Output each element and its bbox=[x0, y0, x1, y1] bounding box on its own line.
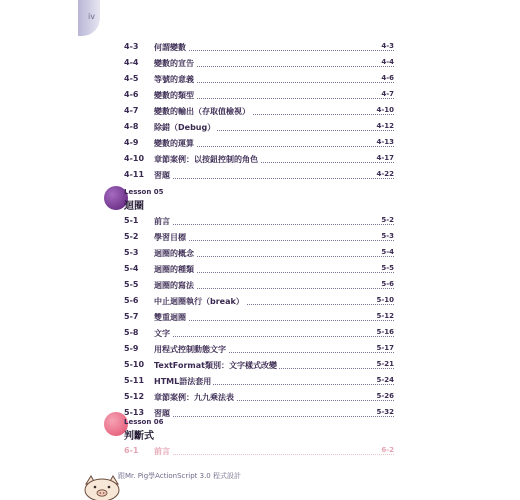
entry-page: 5-26 bbox=[376, 392, 394, 400]
entry-title: 章節案例：以按鈕控制的角色 bbox=[154, 155, 258, 164]
entry-title: 學習目標 bbox=[154, 233, 186, 242]
entry-number: 5-11 bbox=[124, 376, 145, 385]
entry-number: 4-11 bbox=[124, 170, 145, 179]
entry-title: 文字 bbox=[154, 329, 170, 338]
entry-title: 變數的輸出（存取值檢視） bbox=[154, 107, 250, 116]
toc-entry bbox=[124, 42, 394, 56]
entry-number: 5-13 bbox=[124, 408, 145, 417]
toc-entry bbox=[124, 312, 394, 326]
entry-number: 5-7 bbox=[124, 312, 139, 321]
leader-dots bbox=[154, 224, 394, 225]
entry-title: 前言 bbox=[154, 217, 170, 226]
entry-title: 何謂變數 bbox=[154, 43, 186, 52]
entry-number: 5-1 bbox=[124, 216, 139, 225]
toc-entry bbox=[124, 58, 394, 72]
leader-dots bbox=[154, 320, 394, 321]
entry-number: 5-12 bbox=[124, 392, 145, 401]
entry-page: 4-22 bbox=[376, 170, 394, 178]
toc-entry bbox=[124, 232, 394, 246]
entry-title: 等號的意義 bbox=[154, 75, 194, 84]
toc-entry bbox=[124, 296, 394, 310]
toc-entry bbox=[124, 408, 394, 422]
toc-entry bbox=[124, 446, 394, 460]
entry-page: 5-10 bbox=[376, 296, 394, 304]
entry-page: 5-3 bbox=[381, 232, 394, 240]
footer-book-title: 跟Mr. Pig學ActionScript 3.0 程式設計 bbox=[118, 472, 241, 480]
entry-number: 4-10 bbox=[124, 154, 145, 163]
entry-title: 變數的宣告 bbox=[154, 59, 194, 68]
entry-number: 5-3 bbox=[124, 248, 139, 257]
toc-entry bbox=[124, 264, 394, 278]
entry-page: 5-5 bbox=[381, 264, 394, 272]
entry-number: 5-6 bbox=[124, 296, 139, 305]
entry-title: 前言 bbox=[154, 447, 170, 456]
entry-number: 6-1 bbox=[124, 446, 139, 455]
entry-page: 5-17 bbox=[376, 344, 394, 352]
leader-dots bbox=[154, 336, 394, 337]
entry-title: 除錯（Debug） bbox=[154, 123, 216, 132]
page-number: iv bbox=[88, 12, 95, 21]
entry-number: 5-2 bbox=[124, 232, 139, 241]
entry-title: 用程式控制動態文字 bbox=[154, 345, 226, 354]
toc-entry bbox=[124, 74, 394, 88]
entry-page: 6-2 bbox=[381, 446, 394, 454]
toc-entry bbox=[124, 90, 394, 104]
entry-number: 4-6 bbox=[124, 90, 139, 99]
entry-title: 迴圈的概念 bbox=[154, 249, 194, 258]
entry-title: 習題 bbox=[154, 171, 170, 180]
leader-dots bbox=[154, 178, 394, 179]
entry-number: 4-9 bbox=[124, 138, 139, 147]
toc-entry bbox=[124, 154, 394, 168]
entry-page: 5-12 bbox=[376, 312, 394, 320]
entry-page: 4-6 bbox=[381, 74, 394, 82]
toc-entry bbox=[124, 106, 394, 120]
entry-title: 迴圈的寫法 bbox=[154, 281, 194, 290]
entry-number: 5-8 bbox=[124, 328, 139, 337]
toc-entry bbox=[124, 360, 394, 374]
leader-dots bbox=[154, 50, 394, 51]
lesson-05-label: Lesson 05 bbox=[124, 188, 164, 196]
entry-page: 4-10 bbox=[376, 106, 394, 114]
toc-entry bbox=[124, 392, 394, 406]
entry-page: 4-3 bbox=[381, 42, 394, 50]
entry-number: 5-5 bbox=[124, 280, 139, 289]
entry-page: 5-21 bbox=[376, 360, 394, 368]
toc-entry bbox=[124, 122, 394, 136]
entry-number: 5-9 bbox=[124, 344, 139, 353]
entry-page: 4-12 bbox=[376, 122, 394, 130]
entry-page: 4-17 bbox=[376, 154, 394, 162]
entry-title: 中止迴圈執行（break） bbox=[154, 297, 244, 306]
pig-mascot-icon bbox=[82, 474, 122, 500]
entry-page: 5-2 bbox=[381, 216, 394, 224]
toc-entry bbox=[124, 344, 394, 358]
entry-title: 雙重迴圈 bbox=[154, 313, 186, 322]
entry-number: 4-5 bbox=[124, 74, 139, 83]
entry-number: 5-10 bbox=[124, 360, 145, 369]
entry-page: 5-32 bbox=[376, 408, 394, 416]
entry-number: 4-7 bbox=[124, 106, 139, 115]
entry-page: 5-6 bbox=[381, 280, 394, 288]
entry-page: 4-7 bbox=[381, 90, 394, 98]
entry-number: 4-8 bbox=[124, 122, 139, 131]
lesson-06-title: 判斷式 bbox=[124, 431, 154, 442]
entry-page: 5-16 bbox=[376, 328, 394, 336]
entry-title: 習題 bbox=[154, 409, 170, 418]
entry-number: 4-4 bbox=[124, 58, 139, 67]
toc-entry bbox=[124, 280, 394, 294]
entry-number: 4-3 bbox=[124, 42, 139, 51]
leader-dots bbox=[154, 416, 394, 417]
leader-dots bbox=[154, 454, 394, 455]
lesson-06-label: Lesson 06 bbox=[124, 418, 164, 426]
entry-page: 5-24 bbox=[376, 376, 394, 384]
toc-entry bbox=[124, 328, 394, 342]
lesson-05-title: 迴圈 bbox=[124, 201, 144, 212]
toc-entry bbox=[124, 138, 394, 152]
entry-title: TextFormat類別：文字樣式改變 bbox=[154, 361, 277, 370]
entry-page: 5-4 bbox=[381, 248, 394, 256]
entry-number: 5-4 bbox=[124, 264, 139, 273]
toc-entry bbox=[124, 248, 394, 262]
entry-page: 4-13 bbox=[376, 138, 394, 146]
entry-title: 迴圈的種類 bbox=[154, 265, 194, 274]
toc-entry bbox=[124, 216, 394, 230]
entry-title: 章節案例：九九乘法表 bbox=[154, 393, 234, 402]
toc-entry bbox=[124, 376, 394, 390]
entry-title: 變數的運算 bbox=[154, 139, 194, 148]
leader-dots bbox=[154, 240, 394, 241]
toc-entry bbox=[124, 170, 394, 184]
entry-page: 4-4 bbox=[381, 58, 394, 66]
entry-title: 變數的類型 bbox=[154, 91, 194, 100]
entry-title: HTML語法套用 bbox=[154, 377, 212, 386]
